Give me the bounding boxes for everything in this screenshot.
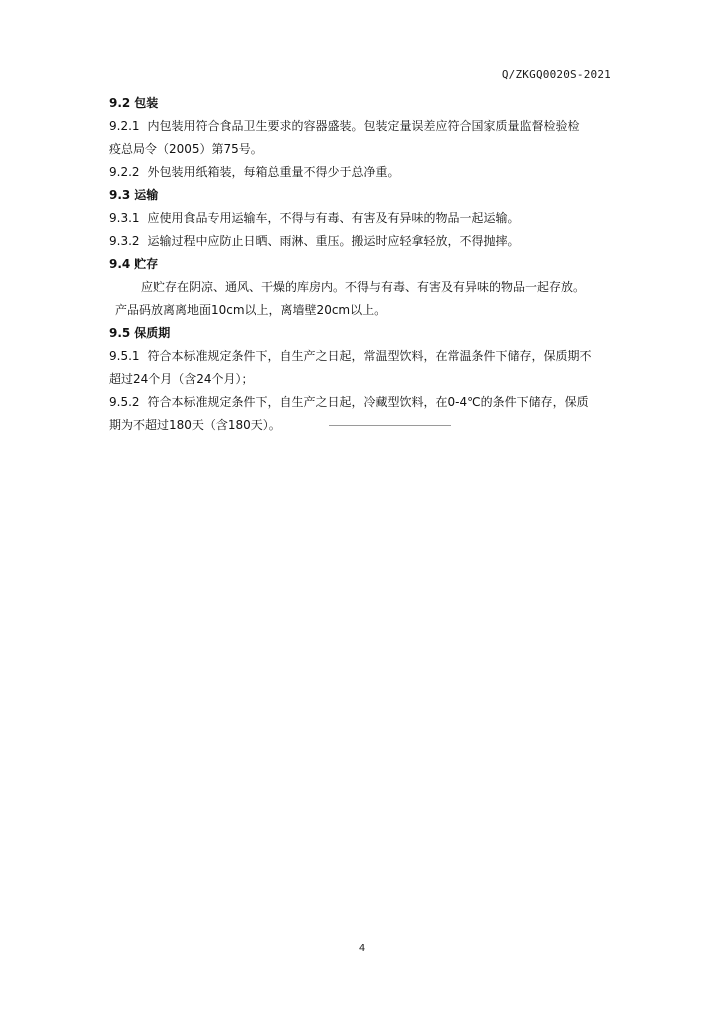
paragraph-text: 应贮存在阴凉、通风、干燥的库房内。不得与有毒、有害及有异味的物品一起存放。 [141, 280, 586, 294]
section-heading-packaging [109, 92, 615, 115]
clause-text: 内包装用符合食品卫生要求的容器盛装。包装定量误差应符合国家质量监督检验检 [147, 119, 580, 133]
clause-9-5-1-line-2 [109, 368, 615, 391]
section-title: 包装 [134, 96, 159, 110]
end-of-content-rule [329, 425, 451, 426]
clause-9-2-1-line-1 [109, 115, 615, 138]
clause-number: 9.3.1 [109, 211, 140, 225]
clause-9-2-1-line-2 [109, 138, 615, 161]
clause-9-3-1 [109, 207, 615, 230]
storage-paragraph-line-1 [109, 276, 615, 299]
section-number: 9.2 [109, 96, 131, 110]
clause-text: 应使用食品专用运输车，不得与有毒、有害及有异味的物品一起运输。 [147, 211, 520, 225]
clause-9-2-2 [109, 161, 615, 184]
clause-text: 运输过程中应防止日晒、雨淋、重压。搬运时应轻拿轻放，不得抛摔。 [147, 234, 520, 248]
paragraph-text: 产品码放离离地面10cm以上，离墙壁20cm以上。 [115, 303, 387, 317]
clause-number: 9.2.2 [109, 165, 140, 179]
clause-number: 9.5.1 [109, 349, 140, 363]
section-title: 贮存 [134, 257, 159, 271]
clause-text: 符合本标准规定条件下，自生产之日起，冷藏型饮料，在0-4℃的条件下储存，保质 [147, 395, 589, 409]
section-title: 保质期 [134, 326, 171, 340]
document-code: Q/ZKGQ0020S-2021 [501, 68, 611, 81]
clause-9-3-2 [109, 230, 615, 253]
clause-text: 符合本标准规定条件下，自生产之日起，常温型饮料，在常温条件下储存，保质期不 [147, 349, 592, 363]
clause-text: 期为不超过180天（含180天）。 [109, 418, 281, 432]
section-number: 9.5 [109, 326, 131, 340]
section-heading-storage [109, 253, 615, 276]
clause-9-5-2-line-1 [109, 391, 615, 414]
clause-number: 9.3.2 [109, 234, 140, 248]
page-number: 4 [358, 943, 366, 954]
clause-text: 外包装用纸箱装，每箱总重量不得少于总净重。 [147, 165, 400, 179]
document-body [109, 92, 615, 437]
section-number: 9.4 [109, 257, 131, 271]
clause-number: 9.2.1 [109, 119, 140, 133]
clause-9-5-1-line-1 [109, 345, 615, 368]
storage-paragraph-line-2 [109, 299, 615, 322]
section-heading-transport [109, 184, 615, 207]
clause-number: 9.5.2 [109, 395, 140, 409]
section-number: 9.3 [109, 188, 131, 202]
clause-text: 疫总局令（2005）第75号。 [109, 142, 263, 156]
section-title: 运输 [134, 188, 159, 202]
section-heading-shelf-life [109, 322, 615, 345]
clause-text: 超过24个月（含24个月）； [109, 372, 254, 386]
